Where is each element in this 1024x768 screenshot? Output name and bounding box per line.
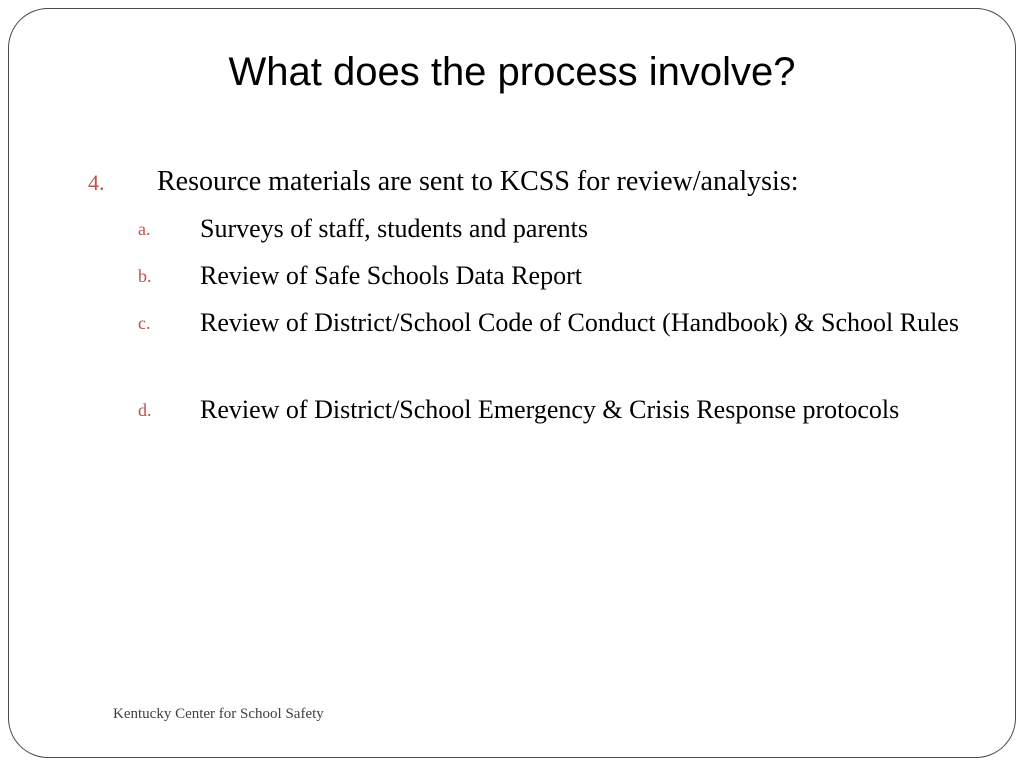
slide-frame (8, 8, 1016, 758)
footer-text: Kentucky Center for School Safety (113, 706, 324, 722)
sub-item-letter: a. (138, 219, 151, 239)
sub-item-text: Surveys of staff, students and parents (200, 214, 589, 243)
sub-item-text: Review of District/School Emergency & Crisis Response protocols (200, 395, 900, 424)
sub-item-letter: b. (138, 266, 152, 286)
slide-title: What does the process involve? (228, 50, 796, 94)
main-item-text: Resource materials are sent to KCSS for review/analysis: (157, 166, 799, 197)
sub-item-text: Review of Safe Schools Data Report (200, 261, 582, 290)
sub-item-letter: d. (138, 400, 152, 420)
sub-item-text: Review of District/School Code of Conduct (Handbook) & School Rules (200, 308, 959, 337)
main-item-number: 4. (88, 170, 105, 195)
sub-item-letter: c. (138, 313, 151, 333)
